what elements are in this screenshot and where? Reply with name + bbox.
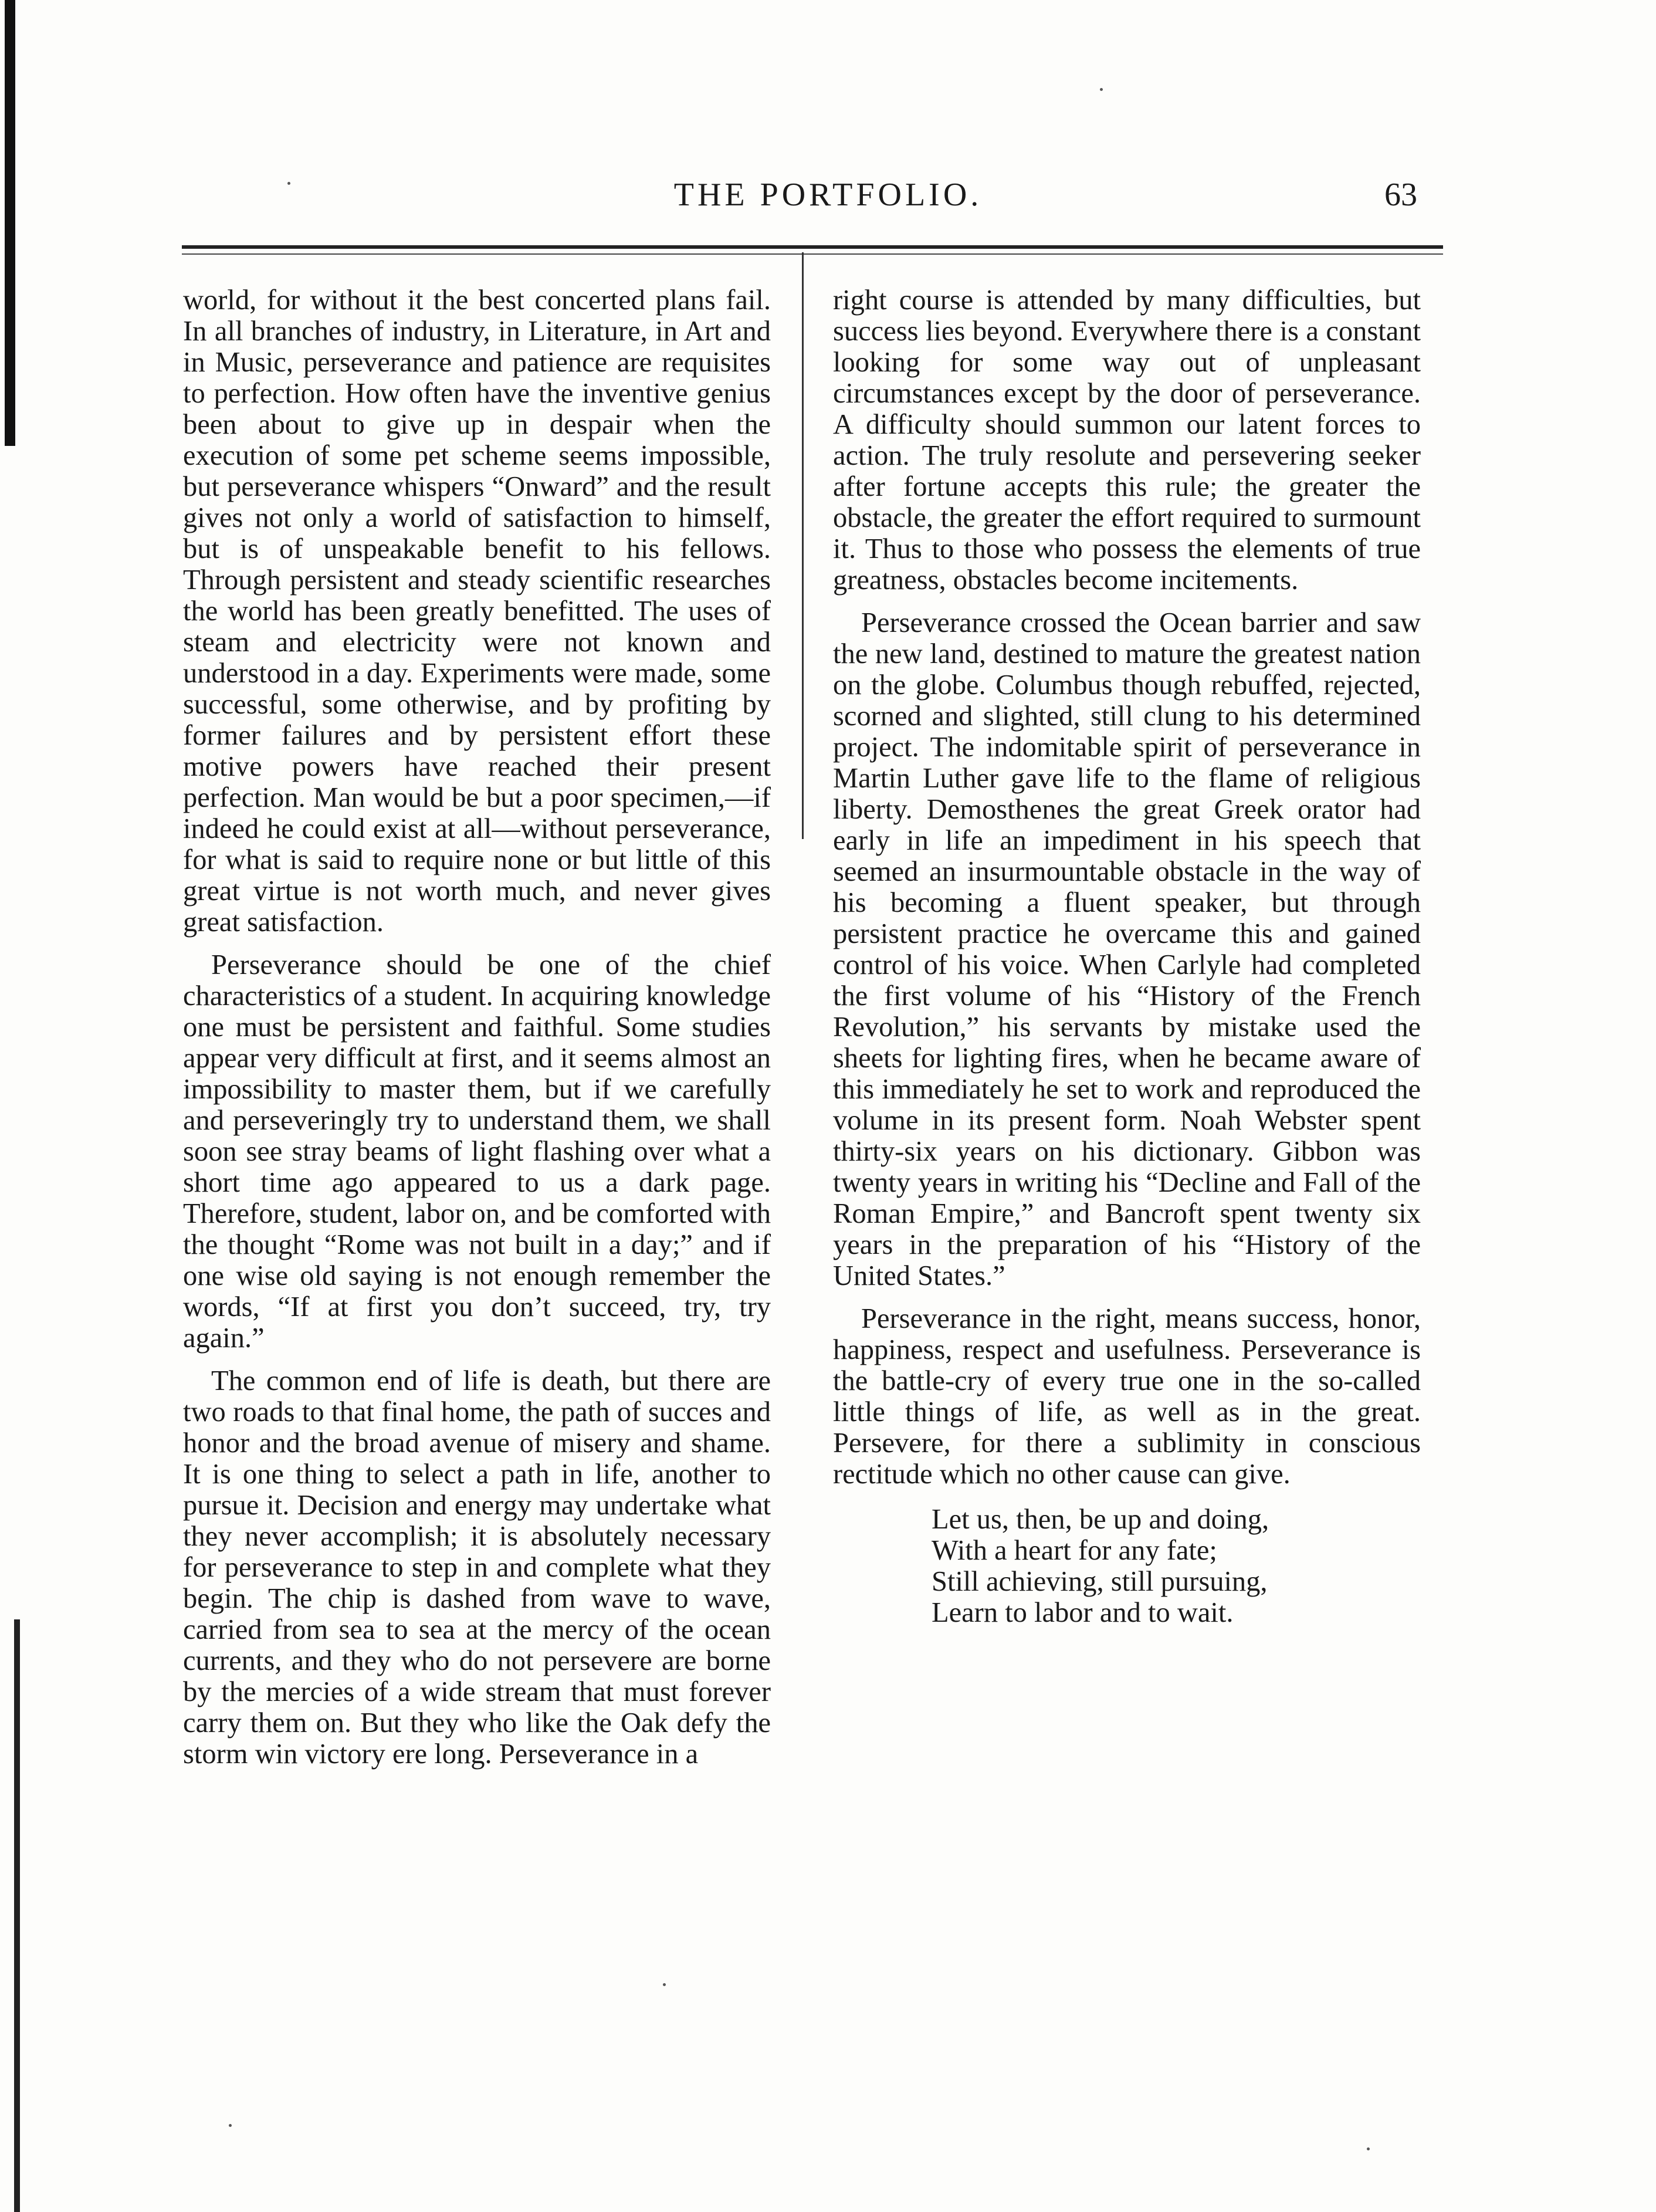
column-divider — [802, 252, 804, 839]
paragraph: Perseverance should be one of the chief characteristics of a student. In acquiring knowledge one must be persistent and faithful. Some studies appear very difficult at first, and it seems almost an impossibility to master them, but if we carefully and perseveringly try to understand them, we shall soon see stray beams of light flashing over what a short time ago appeared to us a dark page. Therefore, student, labor on, and be comforted with the thought “Rome was not built in a day;” and if one wise old saying is not enough remember the words, “If at first you don’t succeed, try, try again.” — [183, 949, 771, 1354]
verse-line: Still achieving, still pursuing, — [932, 1566, 1268, 1597]
paragraph: Perseverance crossed the Ocean barrier and saw the new land, destined to mature the greatest nation on the globe. Columbus though rebuffed, rejected, scorned and slighted, still clung to his determined project. The indomitable spirit of perseverance in Martin Luther gave life to the flame of religious liberty. Demosthenes the great Greek orator had early in life an impediment in his speech that seemed an insurmountable obstacle in the way of his becoming a fluent speaker, but through persistent practice he overcame this and gained control of his voice. When Carlyle had completed the first volume of his “History of the French Revolution,” his servants by mistake used the sheets for lighting fires, when he became aware of this immediately he set to work and reproduced the volume in its present form. Noah Webster spent thirty-six years on his dictionary. Gibbon was twenty years in writing his “Decline and Fall of the Roman Empire,” and Bancroft spent twenty six years in the preparation of his “History of the United States.” — [833, 607, 1421, 1291]
binding-edge-mark — [5, 0, 15, 446]
header-rule-thin — [182, 253, 1443, 255]
scan-speck — [229, 2124, 232, 2127]
running-title: THE PORTFOLIO. — [673, 177, 983, 213]
verse-quote — [932, 1504, 1421, 1628]
scan-speck — [1100, 88, 1103, 91]
page-number: 63 — [1384, 177, 1417, 213]
header-rule — [182, 245, 1443, 249]
verse-line: Let us, then, be up and doing, — [932, 1504, 1269, 1535]
paragraph: The common end of life is death, but there are two roads to that final home, the path of succes and honor and the broad avenue of misery and shame. It is one thing to select a path in life, another to pursue it. Decision and energy may undertake what they never accomplish; it is absolutely necessary for perseverance to step in and complete what they begin. The chip is dashed from wave to wave, carried from sea to sea at the mercy of the ocean currents, and they who do not persevere are borne by the mercies of a wide stream that must forever carry them on. But they who like the Oak defy the storm win victory ere long. Perseverance in a — [183, 1365, 771, 1770]
scan-speck — [1367, 2147, 1370, 2150]
paragraph: world, for without it the best concerted plans fail. In all branches of industry, in Literature, in Art and in Music, perseverance and patience are requisites to perfection. How often have the inventive genius been about to give up in despair when the execution of some pet scheme seems impossible, but perseverance whispers “Onward” and the result gives not only a world of satisfaction to himself, but is of unspeakable benefit to his fellows. Through persistent and steady scientific researches the world has been greatly benefitted. The uses of steam and electricity were not known and understood in a day. Experiments were made, some successful, some otherwise, and by profiting by former failures and by persistent effort these motive powers have reached their present perfection. Man would be but a poor specimen,—if indeed he could exist at all—without perseverance, for what is said to require none or but little of this great virtue is not worth much, and never gives great satisfaction. — [183, 285, 771, 938]
paragraph: right course is attended by many difficulties, but success lies beyond. Everywhere there is a constant looking for some way out of unpleasant circumstances except by the door of perseverance. A difficulty should summon our latent forces to action. The truly resolute and persevering seeker after fortune accepts this rule; the greater the obstacle, the greater the effort required to surmount it. Thus to those who possess the elements of true greatness, obstacles become incitements. — [833, 285, 1421, 596]
right-column — [833, 285, 1421, 1628]
scan-speck — [287, 182, 290, 185]
verse-line: Learn to labor and to wait. — [932, 1597, 1234, 1628]
binding-edge-mark-lower — [14, 1619, 20, 2212]
verse-line: With a heart for any fate; — [932, 1535, 1217, 1566]
paragraph: Perseverance in the right, means success, honor, happiness, respect and usefulness. Perseverance is the battle-cry of every true one in the so-called little things of life, as well as in the great. Persevere, for there a sublimity in conscious rectitude which no other cause can give. — [833, 1303, 1421, 1490]
left-column — [183, 285, 771, 1781]
scan-speck — [663, 1983, 666, 1986]
